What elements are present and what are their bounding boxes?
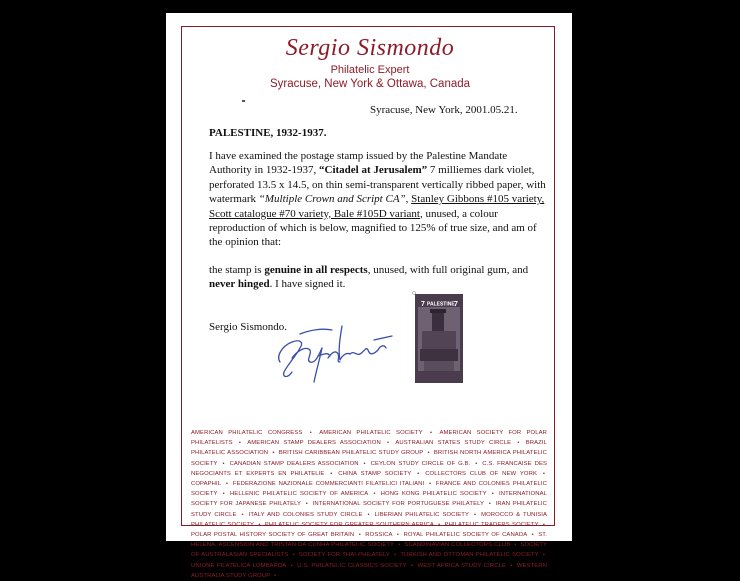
society-name: SCANDINAVIAN COLLECTORS CLUB [404, 542, 511, 549]
society-name: CEYLON STUDY CIRCLE OF G.B. [370, 460, 471, 467]
bullet-separator: • [424, 430, 438, 436]
society-memberships [191, 428, 547, 581]
society-name: PHILATELIC TRADERS SOCIETY [444, 521, 539, 528]
bullet-separator: • [360, 460, 369, 467]
signatory-name: Sergio Sismondo. [209, 321, 288, 333]
stamp-name: “Citadel at Jerusalem” [319, 164, 428, 177]
expert-title: Philatelic Expert [330, 64, 410, 76]
society-name: AMERICAN STAMP DEALERS ASSOCIATION [247, 440, 381, 447]
society-name: POLAR POSTAL HISTORY SOCIETY OF GREAT BRITAIN [191, 532, 355, 539]
society-name: FRANCE AND COLONIES PHILATELIC SOCIETY [191, 481, 547, 498]
society-name: CHINA STAMP SOCIETY [338, 470, 412, 477]
society-name: CANADIAN STAMP DEALERS ASSOCIATION [229, 460, 359, 467]
bullet-separator: • [382, 440, 394, 447]
society-name: ROSSICA [365, 532, 393, 539]
society-name: AMERICAN PHILATELIC CONGRESS [191, 430, 303, 436]
society-name: SOCIETY OF AUSTRALASIAN SPECIALISTS [191, 542, 547, 559]
certificate-body [209, 149, 549, 292]
expert-name-heading: Sergio Sismondo [285, 35, 455, 61]
stamp-heading: PALESTINE, 1932-1937. [209, 127, 327, 139]
society-name: C.S. FRANCAISE DES NEGOCIANTS ET EXPERTS EN PHILATELIE [191, 460, 548, 477]
watermark-text: “Multiple Crown and Script CA” [258, 193, 406, 206]
bullet-separator: • [540, 521, 546, 528]
society-name: INTERNATIONAL SOCIETY FOR JAPANESE PHILATELY [191, 491, 547, 508]
never-hinged-text: never hinged [209, 278, 270, 291]
society-name: AMERICAN SOCIETY FOR POLAR PHILATELISTS [191, 430, 548, 447]
bullet-separator: • [394, 532, 402, 539]
bullet-separator: • [538, 470, 546, 477]
society-name: HONG KONG PHILATELIC SOCIETY [380, 491, 487, 498]
bullet-separator: • [219, 491, 228, 498]
bullet-separator: • [219, 460, 228, 467]
expert-location: Syracuse, New York & Ottawa, Canada [269, 78, 471, 90]
society-name: IRAN PHILATELIC STUDY CIRCLE [191, 501, 547, 518]
dateline: Syracuse, New York, 2001.05.21. [370, 104, 518, 116]
paragraph-text: , unused, a colour reproduction of which is below, magnified to 125% of true size, and am of the opinion that: [209, 207, 537, 249]
bullet-separator: • [272, 572, 277, 579]
bullet-separator: • [435, 521, 443, 528]
bullet-separator: • [270, 450, 277, 457]
bullet-separator: • [425, 450, 432, 457]
bullet-separator: • [356, 532, 364, 539]
paragraph-text: , [405, 193, 412, 206]
paragraph-text: 7 milliemes dark violet, perforated 13.5 x 14.5, on thin semi-transparent vertically ribbed paper, with watermark [209, 164, 546, 206]
society-name: BRITISH CARIBBEAN PHILATELIC STUDY GROUP [278, 450, 424, 457]
society-name: PHILATELIC SOCIETY FOR GREATER SOUTHERN AFRICA [264, 521, 434, 528]
handwritten-signature [270, 316, 400, 386]
bullet-separator: • [426, 481, 434, 488]
paragraph-text: the stamp is [209, 263, 265, 276]
paragraph-text: I have examined the postage stamp issued by the Palestine Mandate Authority in 1932-1937, [209, 150, 508, 177]
bullet-separator: • [472, 460, 481, 467]
catalogue-reference: Stanley Gibbons #105 variety, Scott catalogue #70 variety, Bale #105D variant [209, 193, 545, 220]
society-name: BRAZIL PHILATELIC ASSOCIATION [191, 440, 547, 457]
stamp-value-right: 7 [454, 301, 458, 308]
bullet-separator: • [488, 491, 497, 498]
society-name: HELLENIC PHILATELIC SOCIETY OF AMERICA [229, 491, 369, 498]
society-name: BRITISH NORTH AMERICA PHILATELIC SOCIETY [191, 450, 548, 467]
bullet-separator: • [364, 511, 373, 518]
society-name: U.S. PHILATELIC CLASSICS SOCIETY [297, 562, 407, 569]
bullet-separator: • [288, 562, 296, 569]
society-name: UNIONE FILATELICA LOMBARDA [191, 562, 287, 569]
society-name: LIBERIAN PHILATELIC SOCIETY [374, 511, 470, 518]
society-name: ITALY AND COLONIES STUDY CIRCLE [248, 511, 363, 518]
examination-paragraph [209, 149, 549, 250]
bullet-separator: • [540, 552, 545, 559]
bullet-separator: • [304, 430, 318, 436]
bullet-separator: • [290, 552, 297, 559]
society-name: AMERICAN PHILATELIC SOCIETY [319, 430, 423, 436]
genuine-text: genuine in all respects [264, 263, 368, 276]
margin-mark [242, 100, 245, 102]
paragraph-text: , unused, with full original gum, and [367, 263, 529, 276]
paragraph-text: . I have signed it. [269, 278, 346, 291]
society-name: SOCIETY FOR THAI PHILATELY [298, 552, 390, 559]
society-name: TURKISH AND OTTOMAN PHILATELIC SOCIETY [400, 552, 539, 559]
society-name: AUSTRALIAN STATES STUDY CIRCLE [395, 440, 512, 447]
society-name: WEST AFRICA STUDY CIRCLE [417, 562, 507, 569]
stamp-image [412, 291, 466, 386]
bullet-separator: • [513, 440, 524, 447]
society-name: FEDERAZIONE NAZIONALE COMMERCIANTI FILATELICI ITALIANI [232, 481, 425, 488]
bullet-separator: • [303, 501, 311, 508]
bullet-separator: • [486, 501, 494, 508]
bullet-separator: • [234, 440, 246, 447]
bullet-separator: • [238, 511, 247, 518]
bullet-separator: • [408, 562, 416, 569]
society-name: INTERNATIONAL SOCIETY FOR PORTUGUESE PHILATELY [312, 501, 485, 508]
bullet-separator: • [471, 511, 480, 518]
bullet-separator: • [396, 542, 403, 549]
bullet-separator: • [413, 470, 424, 477]
bullet-separator: • [529, 532, 537, 539]
bullet-separator: • [326, 470, 337, 477]
society-name: COPAPHIL [191, 481, 222, 488]
bullet-separator: • [256, 521, 263, 528]
society-name: COLLECTORS CLUB OF NEW YORK [425, 470, 537, 477]
bullet-separator: • [223, 481, 231, 488]
society-name: MOROCCO & TUNISIA PHILATELIC SOCIETY [191, 511, 547, 528]
opinion-paragraph [209, 263, 549, 292]
society-name: WESTERN AUSTRALIA STUDY GROUP [191, 562, 547, 579]
bullet-separator: • [508, 562, 515, 569]
stamp-value-left: 7 [421, 301, 425, 308]
bullet-separator: • [391, 552, 399, 559]
bullet-separator: • [512, 542, 519, 549]
stamp-country: PALESTINE [427, 301, 455, 308]
society-name: ST. HELENA, ASCENSION AND TRISTAN DA CUNHA PHILATELIC SOCIETY [191, 532, 548, 549]
bullet-separator: • [370, 491, 379, 498]
society-name: ROYAL PHILATELIC SOCIETY OF CANADA [403, 532, 528, 539]
